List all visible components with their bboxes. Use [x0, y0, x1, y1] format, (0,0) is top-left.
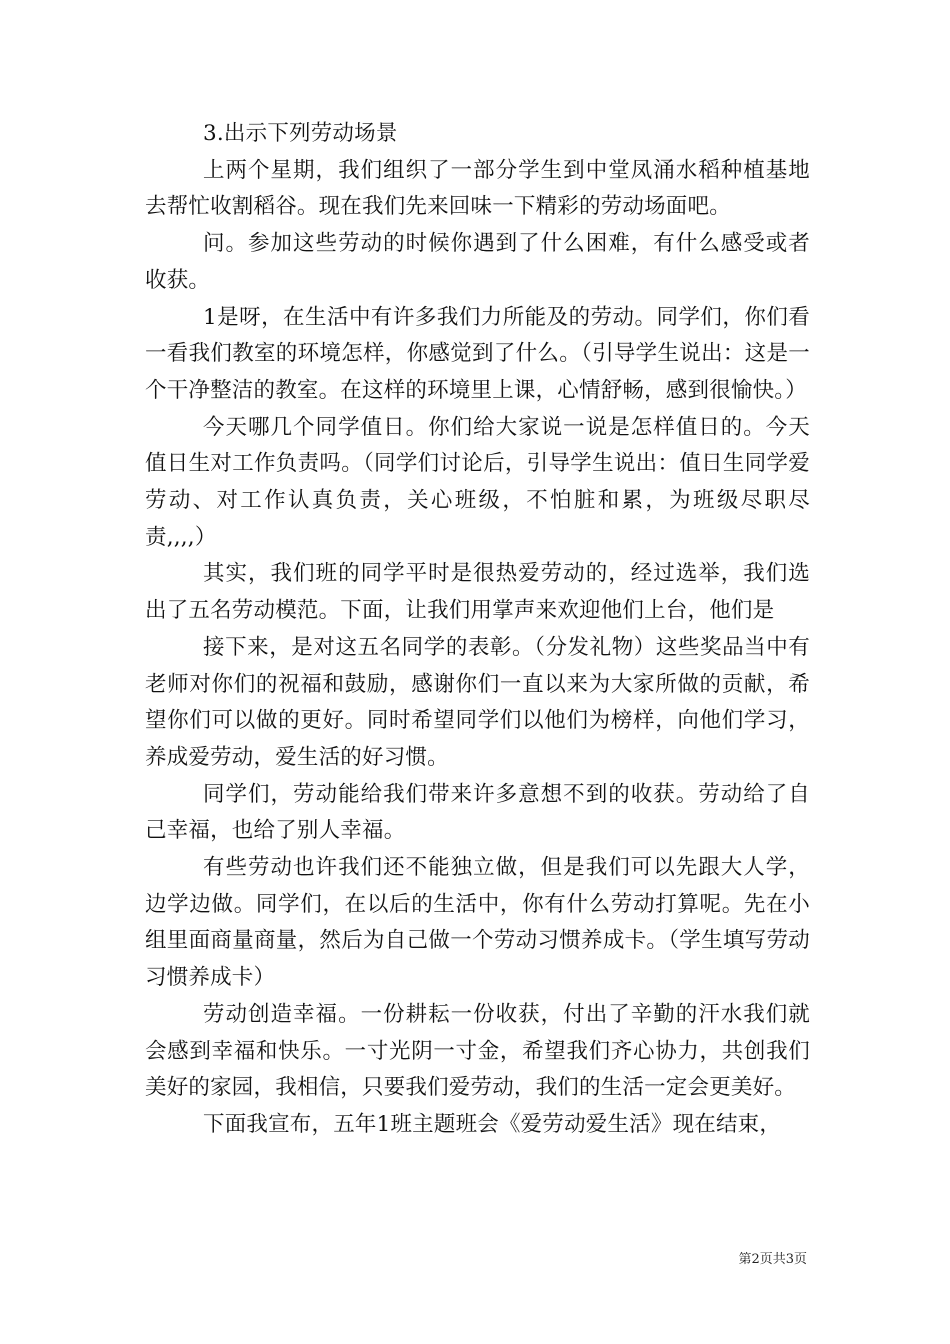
paragraph-8: 同学们，劳动能给我们带来许多意想不到的收获。劳动给了自己幸福，也给了别人幸福。 [145, 781, 810, 844]
paragraph-1: 3.出示下列劳动场景 [203, 121, 398, 146]
paragraph-5: 今天哪几个同学值日。你们给大家说一说是怎样值日的。今天值日生对工作负责吗。（同学们讨论后，引导学生说出：值日生同学爱劳动、对工作认真负责，关心班级，不怕脏和累，为班级尽职尽责,,,,） [145, 414, 810, 550]
paragraph-7: 接下来，是对这五名同学的表彰。（分发礼物）这些奖品当中有老师对你们的祝福和鼓励，感谢你们一直以来为大家所做的贡献，希望你们可以做的更好。同时希望同学们以他们为榜样，向他们学习，养成爱劳动，爱生活的好习惯。 [145, 634, 810, 770]
paragraph-3: 问。参加这些劳动的时候你遇到了什么困难，有什么感受或者收获。 [145, 231, 810, 293]
paragraph-2: 上两个星期，我们组织了一部分学生到中堂凤涌水稻种植基地去帮忙收割稻谷。现在我们先来回味一下精彩的劳动场面吧。 [145, 157, 810, 220]
document-body [145, 116, 810, 1144]
paragraph-10: 劳动创造幸福。一份耕耘一份收获，付出了辛勤的汗水我们就会感到幸福和快乐。一寸光阴一寸金，希望我们齐心协力，共创我们美好的家园，我相信，只要我们爱劳动，我们的生活一定会更美好。 [145, 1001, 810, 1101]
paragraph-11: 下面我宣布，五年1班主题班会《爱劳动爱生活》现在结束， [203, 1111, 782, 1137]
paragraph-6: 其实，我们班的同学平时是很热爱劳动的，经过选举，我们选出了五名劳动模范。下面，让我们用掌声来欢迎他们上台，他们是 [145, 561, 810, 624]
page-number-footer: 第2页共3页 [738, 1252, 807, 1267]
paragraph-4: 1是呀，在生活中有许多我们力所能及的劳动。同学们，你们看一看我们教室的环境怎样，你感觉到了什么。（引导学生说出：这是一个干净整洁的教室。在这样的环境里上课，心情舒畅，感到很愉快。） [145, 304, 810, 403]
paragraph-9: 有些劳动也许我们还不能独立做，但是我们可以先跟大人学，边学边做。同学们，在以后的生活中，你有什么劳动打算呢。先在小组里面商量商量，然后为自己做一个劳动习惯养成卡。（学生填写劳动习惯养成卡） [145, 855, 810, 991]
